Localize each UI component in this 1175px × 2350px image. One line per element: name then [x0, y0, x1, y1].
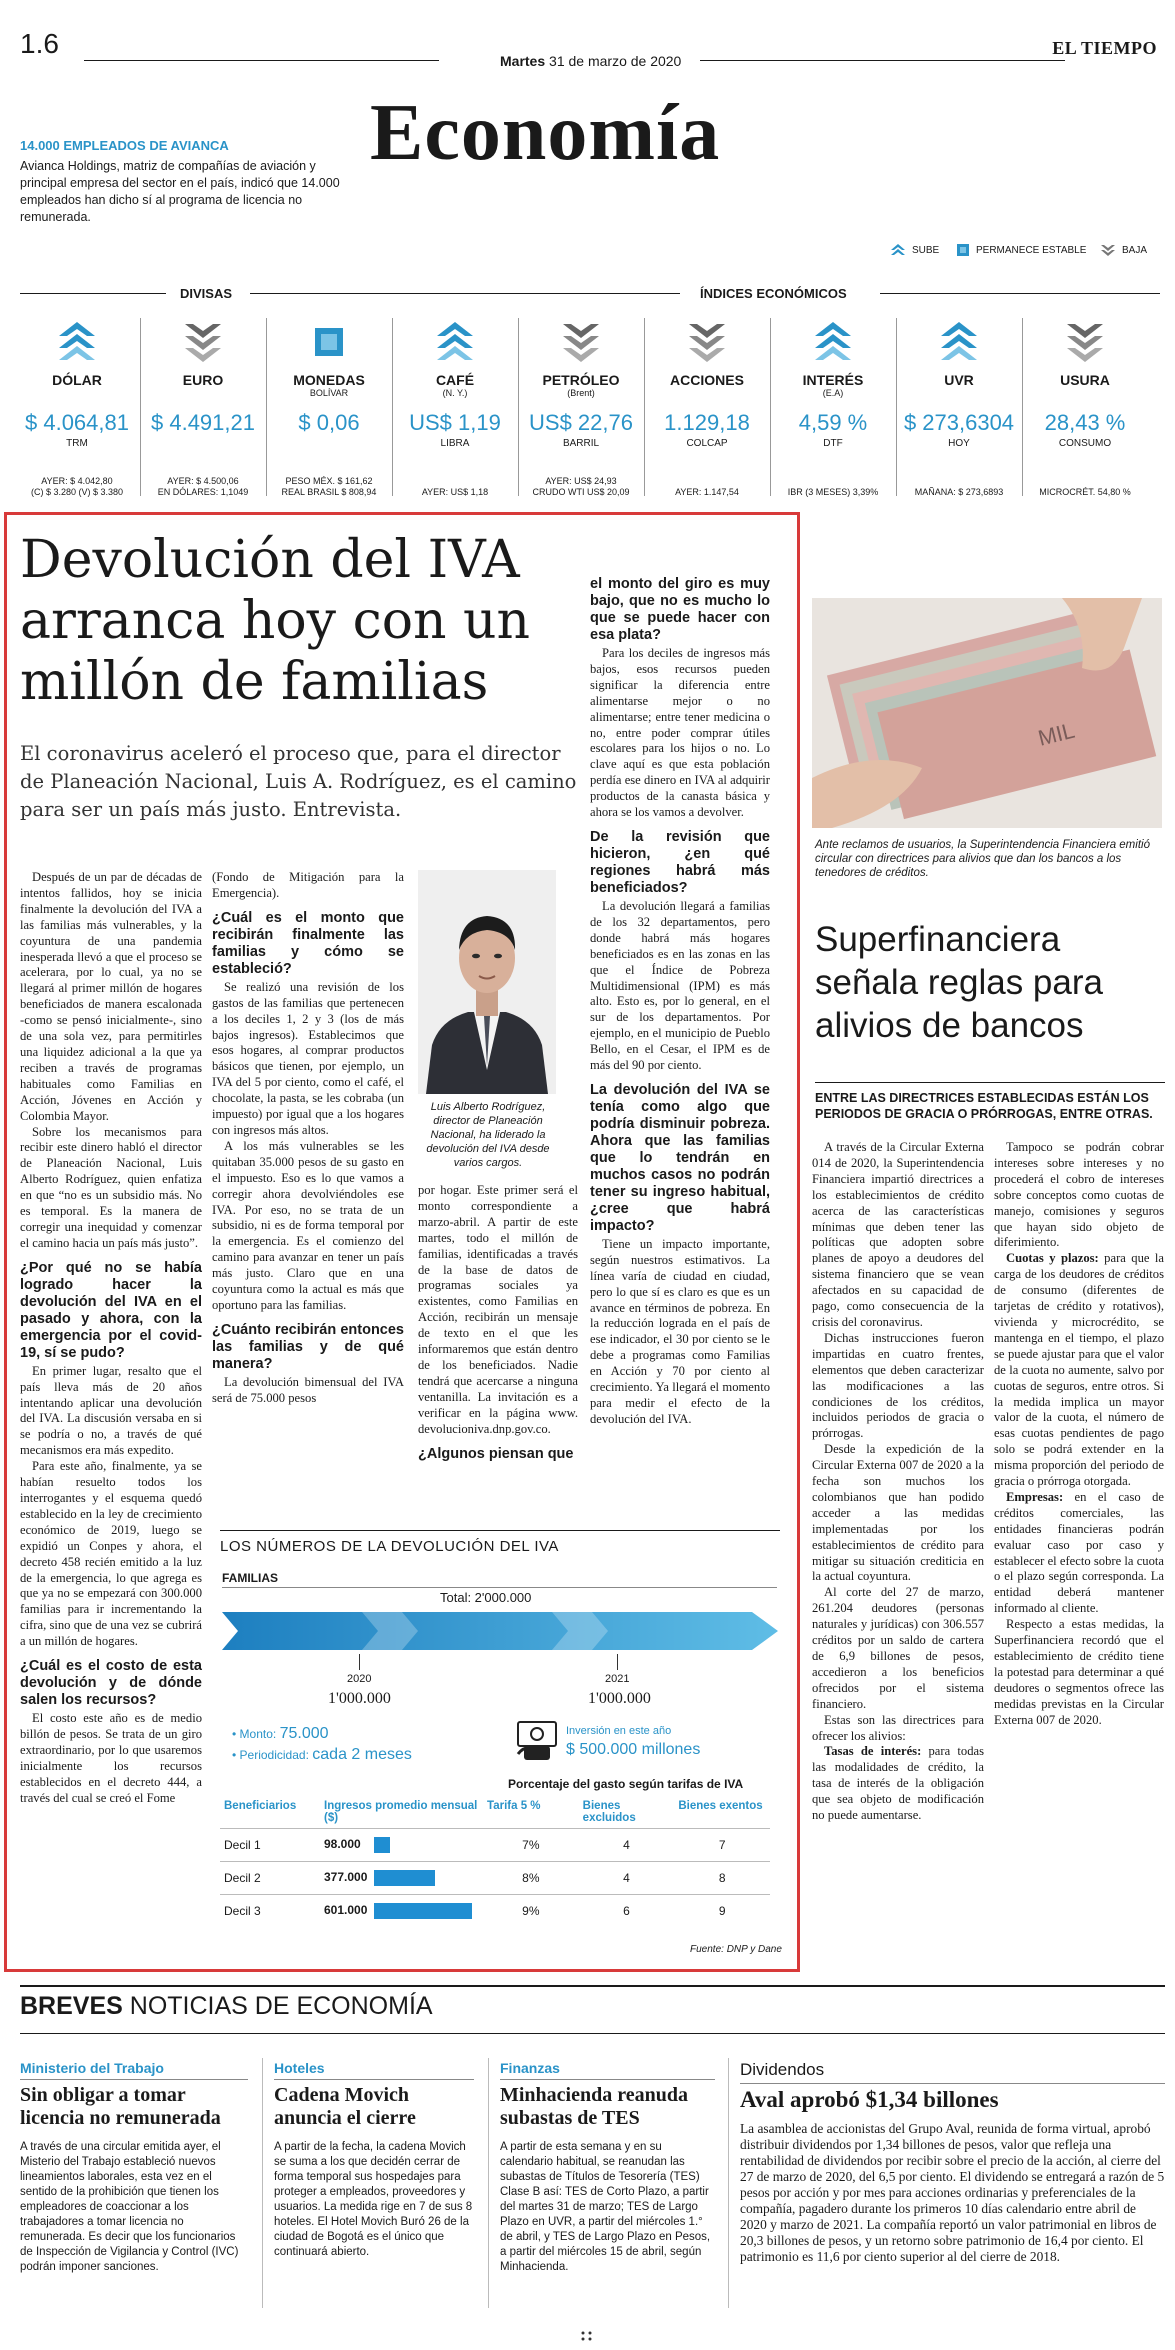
indicator-interés — [776, 318, 890, 498]
paragraph-with-lead — [994, 1490, 1164, 1617]
brief-category: Hoteles — [274, 2060, 325, 2076]
brief-headline: Sin obligar a tomar licencia no remunerada — [20, 2084, 221, 2129]
paragraph-lead: Empresas: — [1006, 1489, 1064, 1504]
indicator-sub — [146, 388, 260, 400]
indicator-petróleo — [524, 318, 638, 498]
brief-body: A partir de la fecha, la cadena Movich se suma a los que decidén cerrar de forma temporal sus hospedajes para proteger a empleados, proveedores y usuarios. La medida rige en 7 de sus 8 hoteles. El Hotel Movich Buró 26 de la ciudad de Bogotá es el único que continuará abierto. — [274, 2141, 473, 2258]
investment-label: Inversión en este año — [566, 1725, 672, 1737]
question-heading: ¿Algunos piensan que — [418, 1445, 574, 1462]
indicator-separator — [266, 318, 267, 496]
paragraph: Se realizó una revisión de los gastos de las familias que pertenecen a los deciles 1, 2 y 3 (los de más bajos ingresos). Establecimos que esos hogares, al comprar productos básicos que tienen, por ejemplo, un IVA del 5 por ciento, como el café, el chocolate, la pasta, se les cobraba (un impuesto) por igual que a los hogares con ingresos más altos. — [212, 979, 404, 1137]
main-deck: El coronavirus aceleró el proceso que, para el director de Planeación Nacional, Luis A. Rodríguez, es el camino para ser un país más justo. Entrevista. — [20, 742, 577, 821]
indicator-sub — [20, 388, 134, 400]
indicator-sub — [902, 388, 1016, 400]
brief-item — [740, 2060, 1165, 2265]
brief-rule — [274, 2079, 474, 2080]
trend-up-icon — [57, 320, 97, 366]
indicator-name: CAFÉ — [435, 372, 475, 388]
percent-cell: 4 — [579, 1829, 675, 1862]
brief-category: Ministerio del Trabajo — [20, 2060, 164, 2076]
indicator-separator — [1022, 318, 1023, 496]
superfinanciera-column-1 — [812, 1140, 984, 1824]
indicator-name: DÓLAR — [52, 372, 102, 388]
indicator-separator — [644, 318, 645, 496]
income-cell — [320, 1862, 483, 1895]
indicator-footer: AYER: $ 4.500,06 EN DÓLARES: 1,1049 — [157, 476, 249, 497]
period-value: cada 2 meses — [312, 1746, 412, 1763]
brief-body: A partir de esta semana y en su calendario habitual, se reanudan las subastas de Títulos de Tesorería (TES) Clase B así: TES de Corto Plazo, a partir del martes 31 de marzo; TES de Largo Plazo en UVR, a partir del miércoles 1.° de abril, y TES de Largo Plazo en Pesos, a partir del miércoles 15 de abril, según Minhacienda. — [500, 2141, 711, 2273]
question-heading: ¿Cuánto recibirán entonces las familias y de qué manera? — [212, 1321, 404, 1372]
article-column-1 — [20, 870, 202, 1807]
date-line — [500, 53, 681, 69]
question-heading: De la revisión que hicieron, ¿en qué regiones habrá más beneficiados? — [590, 828, 770, 896]
brief-item — [274, 2060, 474, 2260]
indicator-name: INTERÉS — [802, 372, 864, 388]
year-2021: 2021 — [605, 1673, 630, 1685]
indicator-footer: AYER: US$ 24,93 CRUDO WTI US$ 20,09 — [532, 476, 630, 497]
decile-table-body — [220, 1829, 770, 1928]
indicator-sub — [1028, 388, 1142, 400]
paragraph: Sobre los mecanismos para recibir este dinero habló el director de Planeación Nacional, Luis Alberto Rodríguez, quien enfatiza en que “no es un subsidio más. No es temporal. Es la manera de corregir una inequidad y comenzar el camino hacia un país más justo”. — [20, 1124, 202, 1250]
percent-cell: 4 — [579, 1862, 675, 1895]
indicator-uvr — [902, 318, 1016, 498]
question-heading: ¿Cuál es el monto que recibirán finalmente las familias y cómo se estableció? — [212, 909, 404, 977]
superfinanciera-rule — [815, 1082, 1165, 1083]
percent-cell: 8% — [483, 1862, 579, 1895]
indicator-icon-wrap — [272, 318, 386, 366]
paragraph: (Fondo de Mitigación para la Emergencia). — [212, 870, 404, 900]
table-row — [220, 1829, 770, 1862]
indicator-footer: IBR (3 MESES) 3,39% — [787, 487, 879, 497]
paragraph-text: para todas las modalidades de crédito, la tasa de interés de la obligación que sea objeto de modificación no puede aumentarse. — [812, 1744, 984, 1823]
banknotes-caption: Ante reclamos de usuarios, la Superintendencia Financiera emitió circular con directrices para alivios que dan los bancos a los tenedores de créditos. — [815, 839, 1150, 879]
indicator-value: $ 4.064,81 — [25, 410, 129, 435]
trend-up-icon — [890, 243, 906, 257]
indicator-separator — [770, 318, 771, 496]
decile-label: Decil 2 — [220, 1862, 320, 1895]
breves-title — [20, 1992, 433, 2021]
indicator-value: US$ 1,19 — [409, 410, 501, 435]
infographic-source: Fuente: DNP y Dane — [690, 1944, 782, 1955]
banknotes-image — [812, 598, 1162, 828]
indicator-sub: BOLÍVAR — [309, 388, 349, 398]
legend-stable — [956, 243, 1086, 257]
brief-rule — [740, 2083, 1165, 2084]
income-value: 98.000 — [324, 1837, 361, 1852]
portrait-photo — [418, 870, 556, 1094]
brief-separator — [728, 2058, 729, 2308]
income-cell — [320, 1829, 483, 1862]
paragraph: Tiene un impacto importante, según nuestros estimativos. La línea varía de ciudad en ciudad, pero lo que sí es claro es que es un avance en términos de pobreza. En la reducción lograda en el país de ese indicador, el 30 por ciento se le debe a programas como Familias en Acción y 70 por ciento al crecimiento. Ya llegará el momento para medir el efecto de la devolución del IVA. — [590, 1236, 770, 1426]
main-headline: Devolución del IVA arranca hoy con un millón de familias — [20, 530, 530, 712]
monto-value: 75.000 — [279, 1725, 329, 1742]
income-value: 377.000 — [324, 1870, 368, 1885]
table-column-header: Bienes excluidos — [582, 1800, 636, 1824]
table-row — [220, 1862, 770, 1895]
brief-item — [500, 2060, 715, 2275]
indicator-euro — [146, 318, 260, 498]
indicator-name: MONEDAS — [293, 372, 365, 388]
paragraph: A los más vulnerables se les quitaban 35.000 pesos de su gasto en el impuesto. Eso es lo que vamos a corregir ahora devolviéndoles ese IVA. Por eso, no se trata de un subsidio, ni es de forma temporal por la emergencia. Es el comienzo del camino para avanzar en tener un país más justo. Claro que en una coyuntura como la actual es más que oportuno para las familias. — [212, 1138, 404, 1312]
brief-headline: Aval aprobó $1,34 billones — [740, 2087, 999, 2112]
families-rule — [222, 1587, 777, 1588]
paragraph: Al corte del 27 de marzo, 261.204 deudores (personas naturales y jurídicas) con 306.557 créditos por un saldo de cartera de 6,9 billones de pesos, accedieron a los beneficios ofrecidos por el sistema financiero. — [812, 1585, 984, 1711]
indices-label: ÍNDICES ECONÓMICOS — [700, 286, 847, 301]
indicator-unit: COLCAP — [686, 438, 728, 449]
year-2021-value: 1'000.000 — [588, 1690, 651, 1707]
superfinanciera-deck: ENTRE LAS DIRECTRICES ESTABLECIDAS ESTÁN LOS PERIODOS DE GRACIA O PRÓRROGAS, ENTRE OTRAS. — [815, 1091, 1153, 1121]
percent-cell: 7 — [674, 1829, 770, 1862]
avianca-body: Avianca Holdings, matriz de compañías de aviación y principal empresa del sector en el país, indicó que 14.000 empleados han dicho sí al programa de licencia no remunerada. — [20, 159, 340, 224]
trend-stable-icon — [956, 243, 970, 257]
paragraph-lead: Cuotas y plazos: — [1006, 1251, 1099, 1266]
table-column-header: Beneficiarios — [224, 1800, 297, 1812]
percent-cell: 9% — [483, 1895, 579, 1928]
brief-item — [20, 2060, 248, 2275]
section-title: Economía — [370, 89, 721, 177]
trend-down-icon — [687, 320, 727, 366]
monto-label: • Monto: — [232, 1727, 277, 1741]
paragraph: La devolución bimensual del IVA será de 75.000 pesos — [212, 1374, 404, 1405]
decile-label: Decil 3 — [220, 1895, 320, 1928]
table-caption: Porcentaje del gasto según tarifas de IVA — [508, 1777, 744, 1791]
indicator-value: 1.129,18 — [664, 410, 750, 435]
question-heading: ¿Cuál es el costo de esta devolución y de dónde salen los recursos? — [20, 1658, 202, 1709]
indicator-sub: (Brent) — [567, 388, 595, 398]
indicator-footer: MAÑANA: $ 273,6893 — [914, 487, 1004, 497]
brief-category: Dividendos — [740, 2060, 825, 2079]
paragraph-with-lead — [812, 1744, 984, 1824]
indicator-name: PETRÓLEO — [542, 372, 620, 388]
paragraph: La devolución llegará a familias de los 32 departamentos, pero donde habrá más hogares beneficiados es en las zonas en las que el Índice de Pobreza Multidimensional (IPM) es más alto. Esto es, por lo general, en el sur de los departamentos. Por ejemplo, en el municipio de Pueblo Bello, en el Cesar, el IPM es de más del 90 por ciento. — [590, 898, 770, 1073]
indicator-footer: PESO MÉX. $ 161,62 REAL BRASIL $ 808,94 — [281, 476, 377, 497]
breves-title-bold: BREVES — [20, 1992, 123, 2020]
legend-stable-label: PERMANECE ESTABLE — [976, 244, 1087, 256]
indices-rule-right — [880, 293, 1160, 294]
paragraph: En primer lugar, resalto que el país lleva más de 20 años intentando aplicar una devolución del IVA. La discusión versaba en si se podría o no, a través de qué mecanismos era más expedito. — [20, 1363, 202, 1458]
indicator-café — [398, 318, 512, 498]
indicator-name: ACCIONES — [670, 372, 744, 388]
paragraph: por hogar. Este primer será el monto correspondiente a marzo-abril. A partir de este martes, todo el millón de familias, identificadas a través de la base de datos de programas sociales ya existentes, como Familias en Acción, recibirán un mensaje de texto en el que les informaremos que están dentro de los beneficiados. Nadie tendrá que acercarse a ninguna ventanilla. La invitación es a verificar en la página www. devolucioniva.dnp.gov.co. — [418, 1183, 578, 1436]
header-rule-right — [700, 60, 1065, 61]
trend-stable-icon — [309, 320, 349, 366]
indicator-unit: LIBRA — [440, 438, 470, 449]
paragraph-text: en el caso de créditos comerciales, las entidades financieras podrán evaluar caso por caso y establecer el efecto sobre la cuota o el plazo según corresponda. La entidad deberá mantener informado al cliente. — [994, 1489, 1164, 1616]
table-column-header: Tarifa 5 % — [487, 1800, 541, 1812]
page-end-icon — [580, 2330, 594, 2342]
superfinanciera-headline: Superfinanciera señala reglas para alivios de bancos — [815, 920, 1103, 1045]
brief-headline: Minhacienda reanuda subastas de TES — [500, 2084, 688, 2129]
indicator-icon-wrap — [524, 318, 638, 366]
year-2020: 2020 — [347, 1673, 372, 1685]
indicator-dólar — [20, 318, 134, 498]
portrait-image — [418, 870, 556, 1094]
paragraph-lead: Tasas de interés: — [824, 1744, 922, 1759]
trend-down-icon — [183, 320, 223, 366]
indicator-footer: AYER: $ 4.042,80 (C) $ 3.280 (V) $ 3.380 — [30, 476, 124, 497]
indicator-separator — [392, 318, 393, 496]
brief-headline: Cadena Movich anuncia el cierre — [274, 2084, 416, 2129]
indicator-name: EURO — [182, 372, 224, 388]
paragraph: Para este año, finalmente, ya se habían resuelto todos los interrogantes y el esquema quedó establecido en la ley de crecimiento económico de 2019, luego se expidió un Conpes y ahora, el decreto 458 recién emitido a la luz de la emergencia, lo que agrega es que ya no se empezará con 300.000 familias para ir incrementando la cifra, sino que de una vez se cubrirá a un millón de hogares. — [20, 1459, 202, 1649]
paragraph: Estas son las directrices para ofrecer los alivios: — [812, 1712, 984, 1743]
monto-line — [232, 1725, 329, 1743]
brief-separator — [262, 2058, 263, 2308]
paragraph: Dichas instrucciones fueron impartidas en cuatro frentes, elementos que deben caracterizar las modificaciones a las condiciones de los créditos, incluidos periodos de gracia o prórrogas. — [812, 1330, 984, 1441]
breves-rule-bottom — [20, 2033, 1165, 2034]
indicator-icon-wrap — [902, 318, 1016, 366]
table-column-header: Bienes exentos — [678, 1800, 763, 1812]
paragraph: Para los deciles de ingresos más bajos, esos recursos pueden significar la diferencia entre alimentarse mejor o no alimentarse; entre tener medicina o no, entre poder comprar útiles escolares para los hijos o no. Lo clave aquí es que esta población perdía ese dinero en IVA al adquirir productos de la canasta básica y ahora se los vamos a devolver. — [590, 646, 770, 820]
article-column-2 — [212, 870, 404, 1407]
decile-table — [220, 1796, 770, 1927]
tick-2021 — [617, 1654, 618, 1670]
brief-category: Finanzas — [500, 2060, 560, 2076]
question-heading: ¿Por qué no se había logrado hacer la devolución del IVA en el pasado y ahora, con la emergencia por el covid-19, sí se pudo? — [20, 1259, 202, 1361]
trend-up-icon — [813, 320, 853, 366]
header-rule-left — [84, 60, 439, 61]
question-heading: el monto del giro es muy bajo, que no es mucho lo que se puede hacer con esa plata? — [590, 576, 770, 643]
breves-title-rest: NOTICIAS DE ECONOMÍA — [122, 1992, 433, 2020]
paragraph: El costo este año es de medio billón de pesos. Se trata de un giro extraordinario, por lo que usaremos inicialmente los recursos establecidos en el decreto 444, a través del cual se creó el Fome — [20, 1711, 202, 1805]
article-column-3 — [418, 1183, 578, 1465]
brief-body: La asamblea de accionistas del Grupo Aval, reunida de forma virtual, aprobó distribuir dividendos por 1,34 billones de pesos, valor que refleja una rentabilidad de dividendos por recibir sobre el precio de la acción, al cierre del 27 de marzo de 2020, del 6,5 por ciento. El dividendo se entregará a razón de 5 pesos por acción y por mes para acciones ordinarias y preferenciales de la compañía, pagadero durante los primeros 10 días calendario entre abril de 2020 y marzo de 2021. La compañía reportó un valor patrimonial en libros de 20,3 billones de pesos, y un retorno sobre patrimonio de 16,4 por ciento. El patrimonio es 11,6 por ciento superior al del cierre de 2018. — [740, 2121, 1165, 2264]
indicator-footer: MICROCRÉT. 54,80 % — [1039, 487, 1131, 497]
page-number: 1.6 — [20, 28, 59, 59]
breves-rule-top — [20, 1985, 1165, 1987]
brief-separator — [488, 2058, 489, 2308]
indicator-unit: HOY — [948, 438, 970, 449]
money-icon — [514, 1716, 564, 1764]
indicator-unit: DTF — [823, 438, 843, 449]
paragraph-with-lead — [994, 1251, 1164, 1490]
percent-cell: 6 — [579, 1895, 675, 1928]
paragraph: Tampoco se podrán cobrar intereses sobre intereses y no procederá el cobro de intereses sobre conceptos como cuotas de manejo, comisiones y seguros que hayan sido objeto de diferimiento. — [994, 1140, 1164, 1250]
decile-table-header — [220, 1796, 770, 1829]
indicator-value: $ 4.491,21 — [151, 410, 255, 435]
year-2020-value: 1'000.000 — [328, 1690, 391, 1707]
trend-up-icon — [939, 320, 979, 366]
paragraph-text: para que la carga de los deudores de créditos de consumo (diferentes de tarjetas de crédito y rotativos), vivienda y microcrédito, se mantenga en el tiempo, el plazo se puede ajustar para que el valor de la cuota no aumente, salvo por cuotas de seguros, entre otros. Si la medida implica un mayor valor de la cuota, el número de esas cuotas pendientes de pago solo se podrá extender en la misma proporción del periodo de gracia o prórroga otorgada. — [994, 1251, 1165, 1489]
question-heading: La devolución del IVA se tenía como algo que podría disminuir pobreza. Ahora que las familias que lo tendrán en muchos casos no podrán tener su ingreso habitual, ¿cree que habrá impacto? — [590, 1081, 770, 1234]
indicator-footer: AYER: US$ 1,18 — [421, 487, 489, 497]
indicator-sub: (N. Y.) — [442, 388, 468, 398]
indicator-value: US$ 22,76 — [529, 410, 633, 435]
period-label: • Periodicidad: — [232, 1748, 309, 1762]
legend-up-label: SUBE — [912, 244, 940, 256]
divisas-label: DIVISAS — [180, 286, 233, 301]
percent-cell: 9 — [674, 1895, 770, 1928]
indicator-usura — [1028, 318, 1142, 498]
percent-cell: 8 — [674, 1862, 770, 1895]
paragraph: Después de un par de décadas de intentos fallidos, hoy se inicia finalmente la devolución del IVA a las familias más vulnerables, y la coyuntura de una pandemia inesperada llevó a que el proceso se acelerara, por lo cual, ya no se llegará al primer millón de hogares beneficiados de manera escalonada -como se pensó inicialmente-, sino de una sola vez, para permitirles una liquidez adicional a la que ya reciben a través de programas habituales como Familias en Acción, Jóvenes en Acción y Colombia Mayor. — [20, 870, 202, 1123]
indicator-icon-wrap — [20, 318, 134, 366]
indicator-icon-wrap — [146, 318, 260, 366]
indicator-value: 4,59 % — [798, 410, 868, 435]
infographic-rule — [220, 1530, 780, 1531]
indicator-footer: AYER: 1.147,54 — [675, 487, 739, 497]
indicator-separator — [518, 318, 519, 496]
trend-down-icon — [1065, 320, 1105, 366]
paragraph: Desde la expedición de la Circular Externa 007 de 2020 a la fecha son muchos los colombianos que han podido acceder a las medidas implementadas por los establecimientos de crédito para mitigar su situación crediticia en la actual coyuntura. — [812, 1442, 984, 1584]
article-column-4 — [590, 568, 770, 1428]
indicator-unit: BARRIL — [562, 438, 600, 449]
period-line — [232, 1746, 412, 1764]
brand-logo[interactable]: EL TIEMPO — [1052, 38, 1157, 58]
indicator-separator — [140, 318, 141, 496]
income-bar — [374, 1903, 472, 1919]
table-column-header: Ingresos promedio mensual ($) — [324, 1800, 478, 1824]
indicator-value: $ 273,6304 — [903, 410, 1015, 435]
indicator-unit: TRM — [66, 438, 88, 449]
income-bar — [374, 1837, 390, 1853]
indicator-sub — [650, 388, 764, 400]
indicator-separator — [896, 318, 897, 496]
infographic-families-label: FAMILIAS — [222, 1571, 278, 1585]
superfinanciera-column-2 — [994, 1140, 1164, 1729]
indicator-icon-wrap — [650, 318, 764, 366]
families-total: Total: 2'000.000 — [440, 1590, 532, 1605]
income-cell — [320, 1895, 483, 1928]
date-weekday: Martes — [500, 53, 546, 69]
divisas-rule-right — [250, 293, 680, 294]
paragraph: Respecto a estas medidas, la Superfinanciera recordó que el establecimiento de crédito tiene la potestad para determinar a qué deudores o segmentos ofrece las medidas previstas en la Circular Externa 007 de 2020. — [994, 1617, 1164, 1727]
indicator-sub: (E.A) — [822, 388, 844, 398]
decile-label: Decil 1 — [220, 1829, 320, 1862]
indicator-value: $ 0,06 — [298, 410, 360, 435]
brief-rule — [20, 2079, 248, 2080]
indicator-monedas — [272, 318, 386, 498]
date-text: 31 de marzo de 2020 — [549, 53, 682, 69]
legend-down-label: BAJA — [1122, 244, 1148, 256]
banknotes-photo — [812, 598, 1162, 828]
indicator-name: UVR — [944, 372, 974, 388]
indicator-value: 28,43 % — [1044, 410, 1126, 435]
legend-up — [890, 243, 939, 257]
trend-down-icon — [1100, 243, 1116, 257]
paragraph: A través de la Circular Externa 014 de 2020, la Superintendencia Financiera impartió directrices a los establecimientos de crédito acerca de las características mínimas que deben tener las políticas que adopten sobre planes de apoyo a deudores del sistema financiero que se vean afectados en su capacidad de pago, como consecuencia de la crisis del coronavirus. — [812, 1140, 984, 1329]
tick-2020 — [359, 1654, 360, 1670]
indicator-name: USURA — [1060, 372, 1110, 388]
indicator-icon-wrap — [776, 318, 890, 366]
avianca-headline: 14.000 EMPLEADOS DE AVIANCA — [20, 138, 229, 153]
indicator-acciones — [650, 318, 764, 498]
legend-down — [1100, 243, 1147, 257]
percent-cell: 7% — [483, 1829, 579, 1862]
brief-rule — [500, 2079, 715, 2080]
brief-body: A través de una circular emitida ayer, el Misterio del Trabajo estableció nuevos lineamientos laborales, esta vez en el sentido de la prohibición que tienen los empleadores de coaccionar a los trabajadores a tomar licencia no remunerada. Es decir que los funcionarios de Inspección de Vigilancia y Control (IVC) podrán imponer sanciones. — [20, 2141, 239, 2273]
families-arrow — [222, 1608, 780, 1654]
portrait-caption: Luis Alberto Rodríguez, director de Planeación Nacional, ha liderado la devolución del IVA desde varios cargos. — [426, 1101, 550, 1169]
infographic-title: LOS NÚMEROS DE LA DEVOLUCIÓN DEL IVA — [220, 1538, 559, 1555]
income-bar — [374, 1870, 435, 1886]
divisas-rule-left — [20, 293, 166, 294]
trend-up-icon — [435, 320, 475, 366]
indicator-icon-wrap — [1028, 318, 1142, 366]
svg-text:MIL: MIL — [1035, 717, 1078, 751]
income-value: 601.000 — [324, 1903, 368, 1918]
investment-value: $ 500.000 millones — [566, 1741, 701, 1758]
indicator-unit: CONSUMO — [1058, 438, 1112, 449]
table-row — [220, 1895, 770, 1928]
indicator-icon-wrap — [398, 318, 512, 366]
trend-down-icon — [561, 320, 601, 366]
